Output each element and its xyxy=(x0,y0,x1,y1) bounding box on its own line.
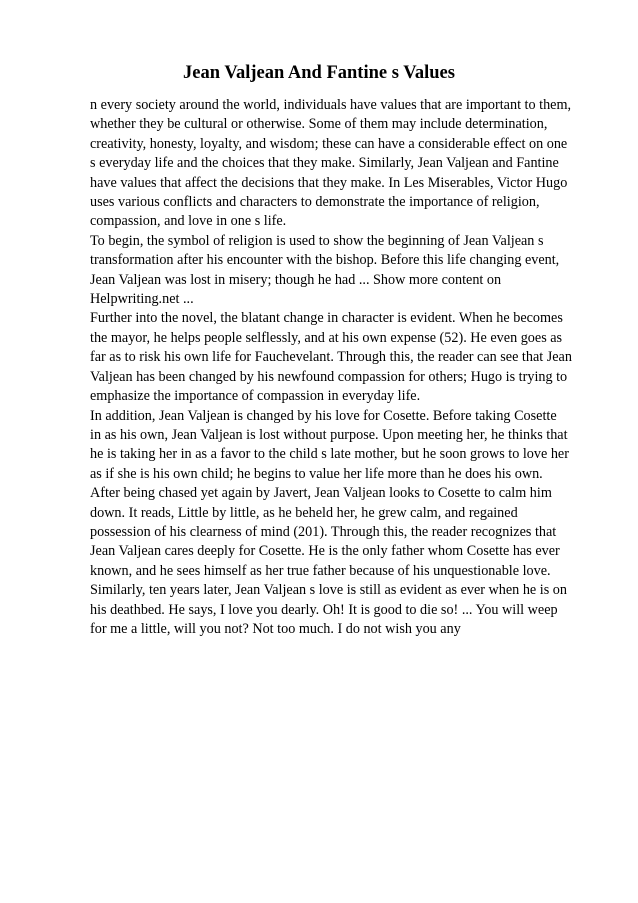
text-line: whether they be cultural or otherwise. Some of them may include determination, xyxy=(90,116,548,133)
text-line: compassion, and love in one s life. xyxy=(90,213,287,230)
text-line: transformation after his encounter with the bishop. Before this life changing event, xyxy=(90,252,560,269)
text-line: In addition, Jean Valjean is changed by his love for Cosette. Before taking Cosette xyxy=(90,407,557,424)
text-line: n every society around the world, individuals have values that are important to them, xyxy=(90,97,572,113)
text-line: he is taking her in as a favor to the child s late mother, but he soon grows to love her xyxy=(90,446,569,463)
text-line: Valjean has been changed by his newfound compassion for others; Hugo is trying to xyxy=(90,368,568,385)
text-line: have values that affect the decisions that they make. In Les Miserables, Victor Hugo xyxy=(90,174,568,191)
text-line: After being chased yet again by Javert, Jean Valjean looks to Cosette to calm him xyxy=(90,485,552,502)
text-line: down. It reads, Little by little, as he beheld her, he grew calm, and regained xyxy=(90,504,518,521)
text-line: known, and he sees himself as her true father because of his unquestionable love. xyxy=(90,562,551,579)
text-line: Jean Valjean was lost in misery; though he had ... Show more content on xyxy=(90,271,502,288)
text-line: s everyday life and the choices that they make. Similarly, Jean Valjean and Fantine xyxy=(90,155,559,172)
text-line: uses various conflicts and characters to demonstrate the importance of religion, xyxy=(90,194,540,211)
text-line: emphasize the importance of compassion in everyday life. xyxy=(90,388,421,405)
text-line: possession of his clearness of mind (201). Through this, the reader recognizes that xyxy=(90,523,557,540)
text-line: To begin, the symbol of religion is used to show the beginning of Jean Valjean s xyxy=(90,232,544,249)
text-line: Helpwriting.net ... xyxy=(90,291,194,308)
text-line: in as his own, Jean Valjean is lost without purpose. Upon meeting her, he thinks that xyxy=(90,426,568,443)
text-line: the mayor, he helps people selflessly, and at his own expense (52). He even goes as xyxy=(90,329,563,346)
text-line: for me a little, will you not? Not too much. I do not wish you any xyxy=(90,620,461,637)
text-line: his deathbed. He says, I love you dearly. Oh! It is good to die so! ... You will weep xyxy=(90,601,558,618)
text-line: Further into the novel, the blatant change in character is evident. When he becomes xyxy=(90,310,563,327)
text-line: as if she is his own child; he begins to value her life more than he does his own. xyxy=(90,465,543,482)
page-title: Jean Valjean And Fantine s Values xyxy=(183,63,455,83)
text-line: Similarly, ten years later, Jean Valjean s love is still as evident as ever when he is on xyxy=(90,582,567,599)
body-text xyxy=(90,96,590,639)
text-line: far as to risk his own life for Fauchevelant. Through this, the reader can see that Jean xyxy=(90,349,572,366)
text-line: Jean Valjean cares deeply for Cosette. He is the only father whom Cosette has ever xyxy=(90,543,560,560)
text-line: creativity, honesty, loyalty, and wisdom; these can have a considerable effect on one xyxy=(90,135,568,152)
